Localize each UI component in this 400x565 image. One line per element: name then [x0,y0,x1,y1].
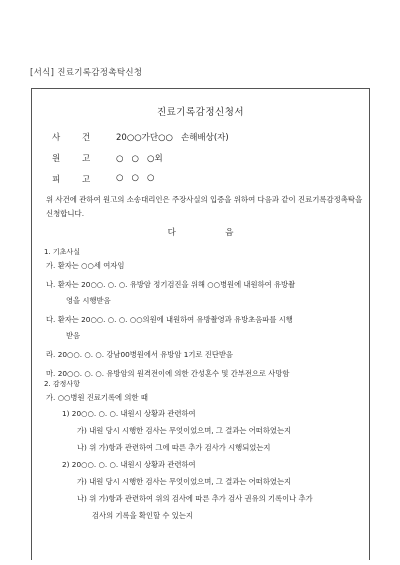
fact-item-c-line1: 다. 환자는 20○○. ○. ○. ○○의원에 내원하여 유방촬영과 유방초음파를 시행 [46,315,293,324]
fact-item-a: 가. 환자는 ○○세 여자임 [46,261,125,270]
appraisal-sub-2-b-cont: 검사의 기록을 확인할 수 있는지 [92,511,193,520]
heading-da-eum [32,226,369,238]
case-label-1: 사 [52,133,61,143]
intro-paragraph: 위 사건에 관하여 원고의 소송대리인은 주장사실의 입증을 위하여 다음과 같이 진료기록감정촉탁을 신청합니다. [46,195,363,218]
fact-item-b-line2: 영을 시행받음 [66,296,111,305]
application-sheet [31,88,370,560]
defendant-value: ○ ○ ○ [116,173,155,183]
document-title: 진료기록감정신청서 [156,107,245,118]
defendant-label-2: 고 [82,175,91,185]
plaintiff-value: ○ ○ ○외 [116,154,163,164]
plaintiff-label-2: 고 [82,154,91,164]
defendant-label-1: 피 [52,175,61,185]
case-value: 20○○가단○○ 손해배상(자) [116,133,229,143]
heading-da: 다 [167,228,176,238]
plaintiff-label-1: 원 [52,154,61,164]
appraisal-item-a: 가. ○○병원 진료기록에 의한 때 [46,393,148,402]
appraisal-sub-2-b: 나) 위 가)항과 관련하여 위의 검사에 따른 추가 검사 권유의 기록이나 추가 [77,494,313,503]
case-label-2: 건 [82,133,91,143]
section-appraisal-title: 2. 감정사항 [44,380,80,388]
fact-item-d: 라. 20○○. ○. ○. 강남00병원에서 유방암 1기로 진단받음 [46,350,233,359]
heading-eum: 음 [225,228,234,238]
fact-item-e: 마. 20○○. ○. ○. 유방암의 원격전이에 의한 간성혼수 및 간부전으로 사망함 [46,369,290,378]
appraisal-sub-1-a: 가) 내원 당시 시행한 검사는 무엇이었으며, 그 결과는 어떠하였는지 [77,426,292,435]
appraisal-sub-2: 2) 20○○. ○. ○. 내원시 상황과 관련하여 [62,460,196,469]
section-basic-facts-title: 1. 기초사실 [44,248,80,256]
appraisal-sub-2-a: 가) 내원 당시 시행한 검사는 무엇이었으며, 그 결과는 어떠하였는지 [77,477,292,486]
fact-item-c-line2: 받음 [66,331,81,340]
appraisal-sub-1: 1) 20○○. ○. ○. 내원시 상황과 관련하여 [62,409,196,418]
fact-item-b-line1: 나. 환자는 20○○. ○. ○. 유방암 정기검진을 위해 ○○병원에 내원하여 유방촬 [46,280,296,289]
form-label: [서식] 진료기록감정촉탁신청 [30,68,143,78]
appraisal-sub-1-b: 나) 위 가)항과 관련하여 그에 따른 추가 검사가 시행되었는지 [77,443,271,452]
